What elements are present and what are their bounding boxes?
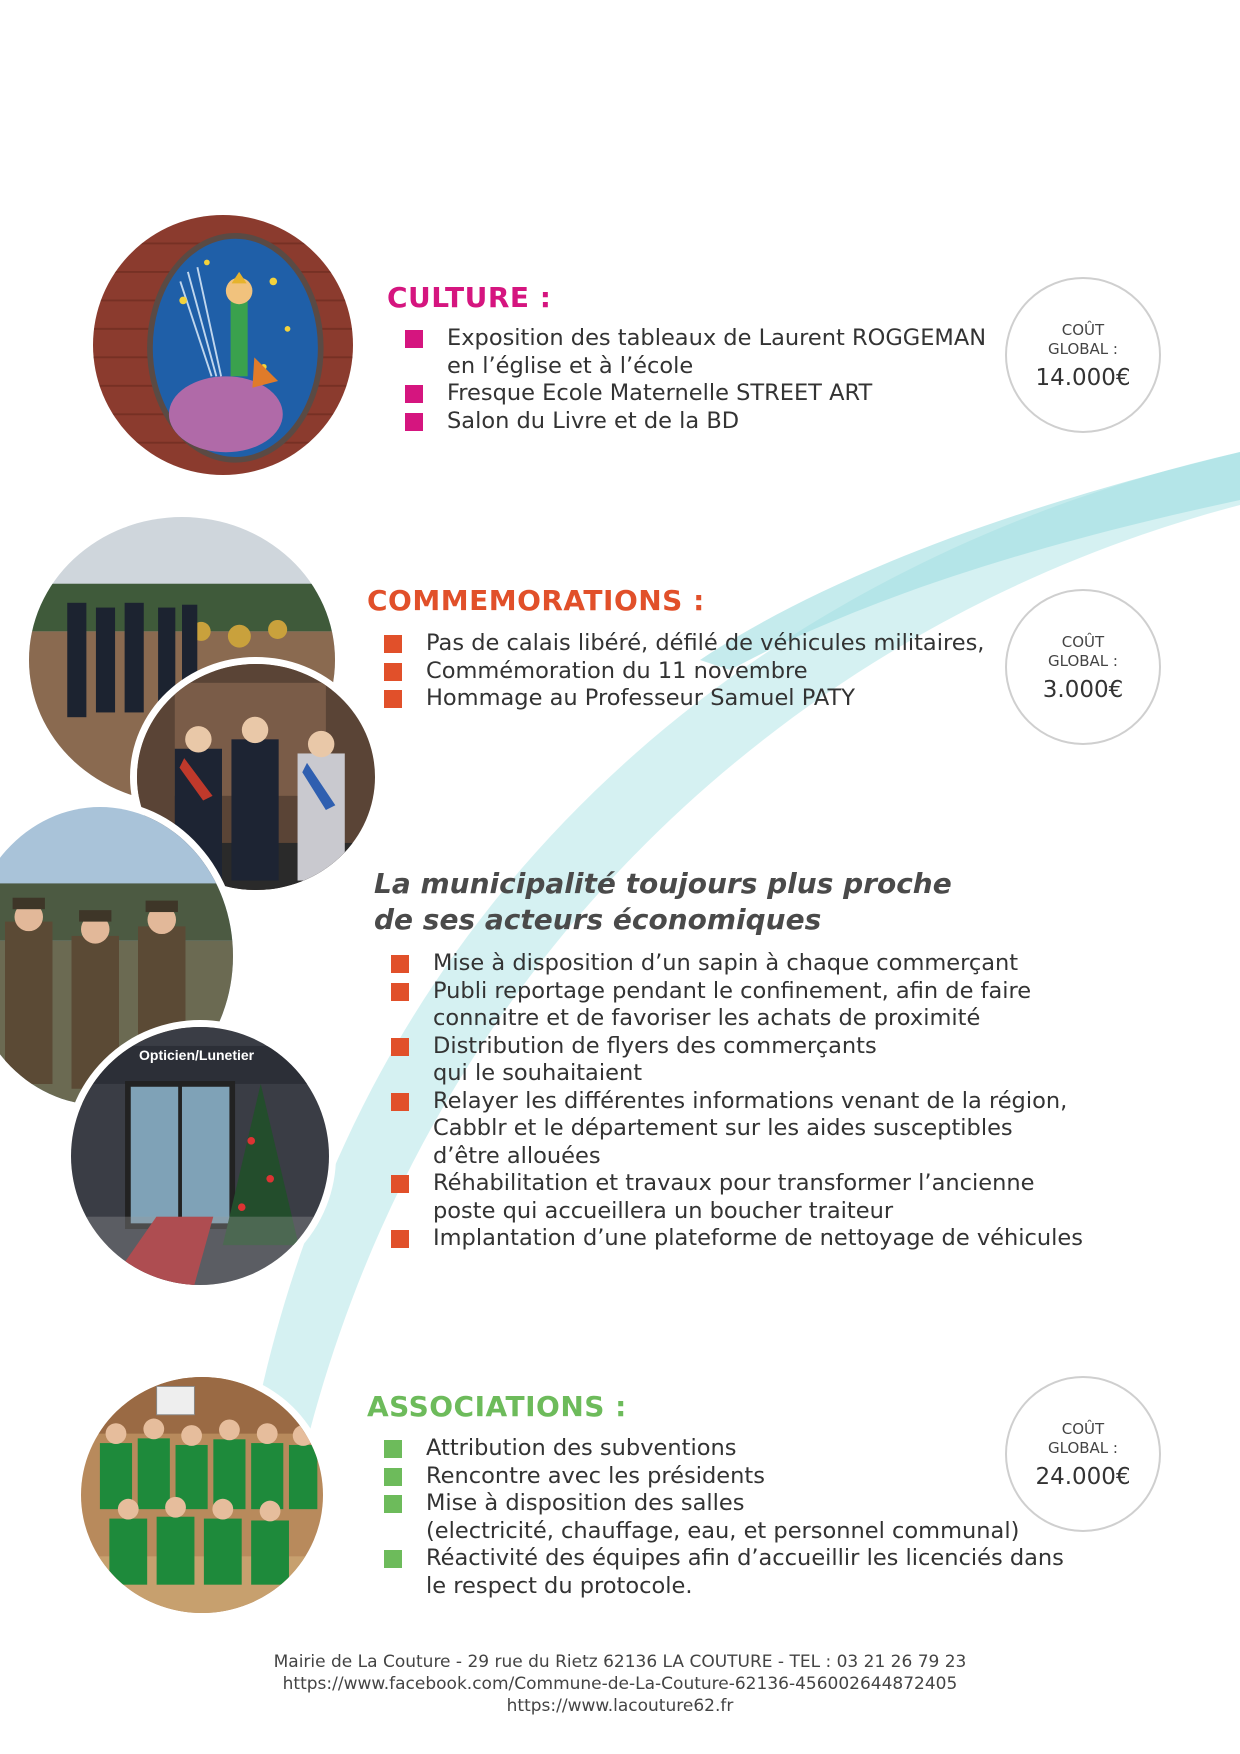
shop-sign-text: Opticien/Lunetier — [139, 1047, 255, 1063]
economy-photo-optician-shop — [64, 1020, 336, 1292]
bullet-square-icon — [391, 955, 409, 973]
commemorations-list — [384, 630, 984, 713]
list-item: Publi reportage pendant le confinement, afin de faire connaitre et de favoriser les achats de proximité — [391, 978, 1083, 1033]
associations-list — [384, 1435, 1064, 1600]
list-item: Rencontre avec les présidents — [384, 1463, 1064, 1491]
bullet-square-icon — [391, 1230, 409, 1248]
list-item: Mise à disposition d’un sapin à chaque commerçant — [391, 950, 1083, 978]
bullet-square-icon — [391, 1038, 409, 1056]
bullet-square-icon — [384, 1550, 402, 1568]
bullet-square-icon — [384, 663, 402, 681]
commemorations-cost-badge: COÛT GLOBAL : 3.000€ — [1005, 589, 1161, 745]
associations-cost-amount: 24.000€ — [1035, 1464, 1131, 1490]
bullet-square-icon — [391, 1175, 409, 1193]
list-item: Hommage au Professeur Samuel PATY — [384, 685, 984, 713]
associations-photo-basketball-team — [74, 1370, 330, 1620]
culture-title: CULTURE : — [387, 281, 552, 314]
bullet-square-icon — [384, 1440, 402, 1458]
culture-photo-fresco — [86, 208, 360, 482]
list-item: Attribution des subventions — [384, 1435, 1064, 1463]
bullet-square-icon — [405, 330, 423, 348]
footer-website-link[interactable]: https://www.lacouture62.fr — [506, 1696, 734, 1716]
culture-cost-amount: 14.000€ — [1035, 365, 1131, 391]
bullet-square-icon — [405, 413, 423, 431]
culture-list — [405, 325, 986, 435]
footer — [0, 1651, 1240, 1717]
associations-cost-badge: COÛT GLOBAL : 24.000€ — [1005, 1376, 1161, 1532]
list-item: Relayer les différentes informations venant de la région, Cabblr et le département sur les aides susceptibles d’être allouées — [391, 1088, 1083, 1171]
commemorations-cost-amount: 3.000€ — [1042, 677, 1124, 703]
bullet-square-icon — [384, 1468, 402, 1486]
list-item: Réactivité des équipes afin d’accueillir les licenciés dans le respect du protocole. — [384, 1545, 1064, 1600]
associations-title: ASSOCIATIONS : — [367, 1390, 627, 1423]
list-item: Commémoration du 11 novembre — [384, 658, 984, 686]
bullet-square-icon — [391, 1093, 409, 1111]
culture-cost-badge: COÛT GLOBAL : 14.000€ — [1005, 277, 1161, 433]
list-item: Salon du Livre et de la BD — [405, 408, 986, 436]
bullet-square-icon — [384, 635, 402, 653]
list-item: Distribution de flyers des commerçants qui le souhaitaient — [391, 1033, 1083, 1088]
commemorations-title: COMMEMORATIONS : — [367, 584, 705, 617]
bullet-square-icon — [384, 1495, 402, 1513]
economy-title: La municipalité toujours plus proche de ses acteurs économiques — [374, 867, 952, 936]
list-item: Implantation d’une plateforme de nettoyage de véhicules — [391, 1225, 1083, 1253]
footer-facebook-link[interactable]: https://www.facebook.com/Commune-de-La-Couture-62136-456002644872405 — [282, 1674, 958, 1694]
list-item: Mise à disposition des salles (electricité, chauffage, eau, et personnel communal) — [384, 1490, 1064, 1545]
list-item: Fresque Ecole Maternelle STREET ART — [405, 380, 986, 408]
list-item: Réhabilitation et travaux pour transformer l’ancienne poste qui accueillera un boucher traiteur — [391, 1170, 1083, 1225]
footer-address: Mairie de La Couture - 29 rue du Rietz 62136 LA COUTURE - TEL : 03 21 26 79 23 — [273, 1652, 967, 1672]
economy-list — [391, 950, 1083, 1253]
bullet-square-icon — [405, 385, 423, 403]
list-item: Exposition des tableaux de Laurent ROGGEMAN en l’église et à l’école — [405, 325, 986, 380]
bullet-square-icon — [384, 690, 402, 708]
bullet-square-icon — [391, 983, 409, 1001]
list-item: Pas de calais libéré, défilé de véhicules militaires, — [384, 630, 984, 658]
